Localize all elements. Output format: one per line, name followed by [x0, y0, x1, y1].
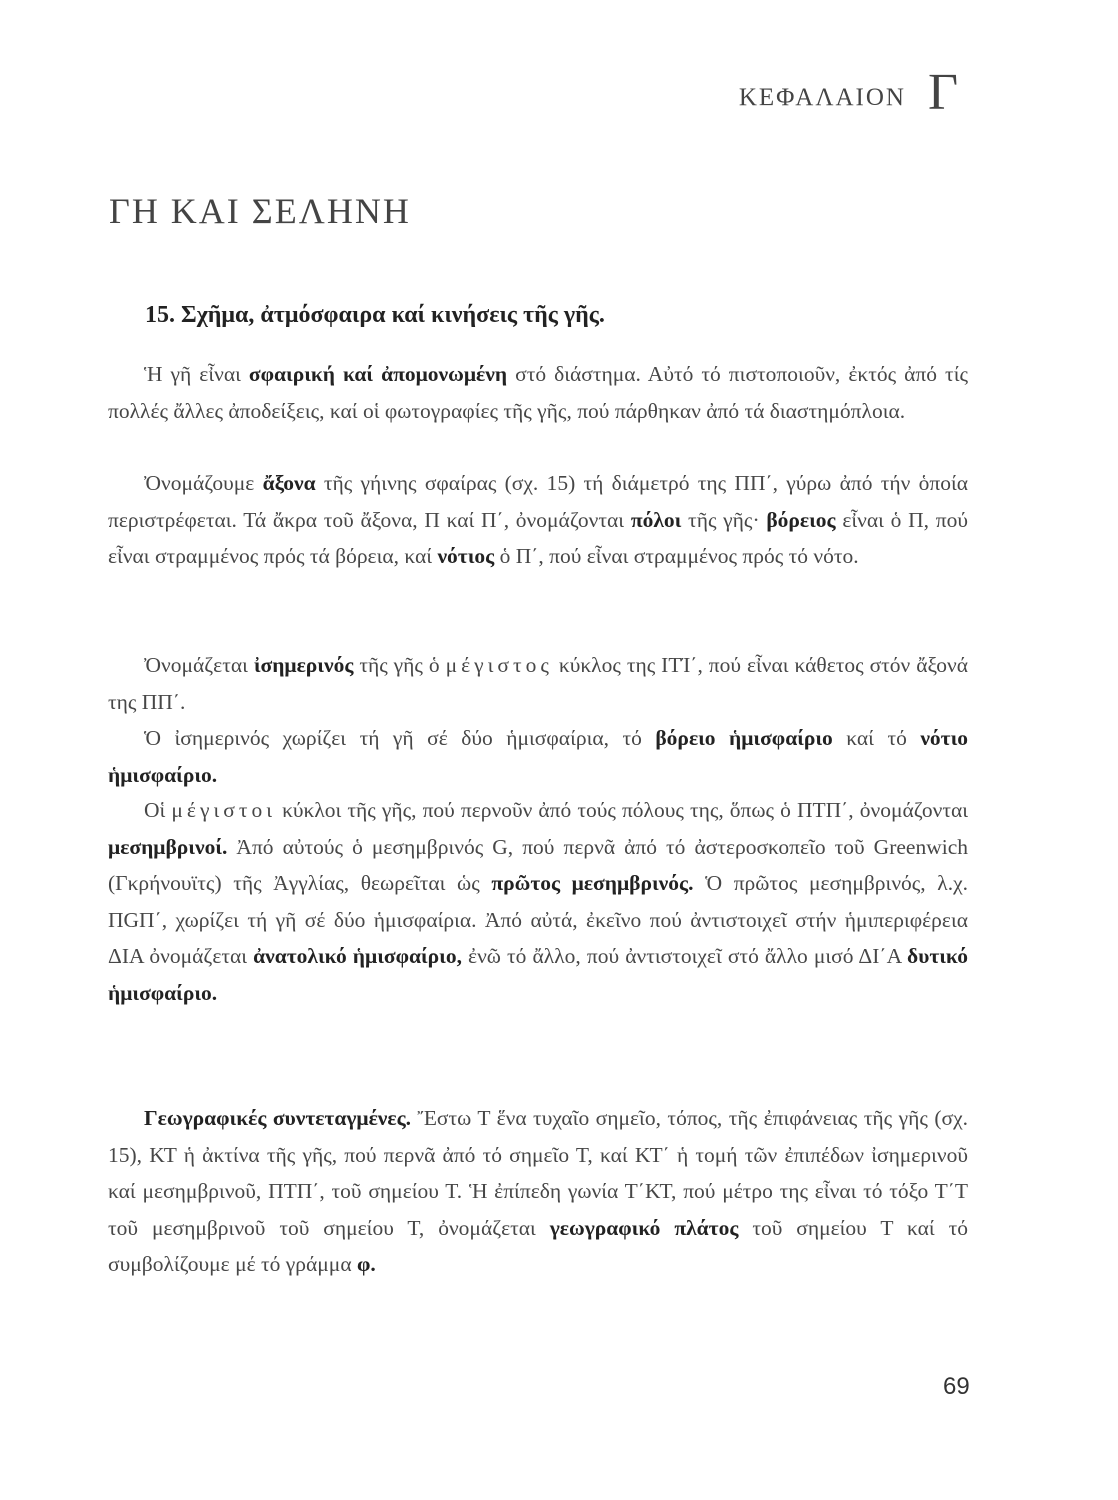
- chapter-header: [738, 64, 958, 121]
- text-run: τῆς γῆς·: [681, 507, 767, 532]
- page-number: 69: [943, 1373, 970, 1400]
- text-run: καί τό: [832, 726, 921, 750]
- bold-term: Γεωγραφικές συντεταγμένες.: [144, 1106, 412, 1130]
- bold-term: πρῶτος μεσημβρινός.: [491, 871, 694, 895]
- spaced-term: μέγιστοι: [171, 798, 276, 822]
- paragraph-coordinates: [108, 1100, 968, 1283]
- paragraph-equator: [108, 647, 968, 720]
- text-run: Ὁ πρῶτος μεσημβρινός, λ.χ. ΠGΠ΄, χωρίζει τή γῆ σέ δύο ἡμισφαίρια. Ἀπό αὐτά, ἐκεῖνο πού ἀντιστοιχεῖ στήν ἡμιπεριφέρεια ΔΙΑ ὀνομάζεται: [108, 871, 969, 968]
- paragraph-meridians: [108, 792, 968, 1011]
- paragraph-hemispheres: [108, 720, 968, 793]
- text-run: Ὀνομάζουμε: [144, 471, 263, 495]
- bold-term: πόλοι: [630, 507, 682, 532]
- chapter-title: ΓΗ ΚΑΙ ΣΕΛΗΝΗ: [109, 191, 411, 231]
- bold-term: μεσημβρινοί.: [108, 834, 228, 859]
- chapter-label: ΚΕΦΑΛΑΙΟΝ: [738, 83, 906, 111]
- section-title: Σχῆμα, ἀτμόσφαιρα καί κινήσεις τῆς γῆς.: [181, 302, 605, 328]
- bold-term: βόρειος: [766, 507, 836, 532]
- text-run: Ὀνομάζεται: [144, 653, 254, 677]
- text-run: κύκλοι τῆς γῆς, πού περνοῦν ἀπό τούς πόλους της, ὅπως ὁ ΠΤΠ΄, ὀνομάζονται: [276, 798, 969, 822]
- spaced-term: μέγιστος: [445, 653, 553, 677]
- bold-term: ἰσημερινός: [253, 653, 354, 677]
- text-run: ἐνῶ τό ἄλλο, πού ἀντιστοιχεῖ στό ἄλλο μισό ΔΙ΄Α: [461, 944, 908, 968]
- text-run: στό διάστημα. Αὐτό τό πιστοποιοῦν, ἐκτός ἀπό τίς πολλές ἄλλες ἀποδείξεις, καί οἱ φωτογραφίες τῆς γῆς, πού πάρθηκαν ἀπό τά διαστημόπλοια.: [108, 362, 968, 423]
- bold-term: νότιος: [437, 544, 495, 568]
- bold-term: σφαιρική καί ἀπομονωμένη: [248, 362, 508, 386]
- bold-term: νότιο ἡμισφαίριο.: [108, 726, 969, 787]
- section-number: 15.: [145, 302, 175, 328]
- chapter-letter: Γ: [927, 64, 958, 121]
- bold-term: φ.: [356, 1252, 376, 1276]
- text-run: Οἱ: [144, 798, 172, 822]
- text-run: Ἀπό αὐτούς ὁ μεσημβρινός G, πού περνᾶ ἀπό τό ἀστεροσκοπεῖο τοῦ Greenwich (Γκρήνουϊτς) τῆς Ἀγγλίας, θεωρεῖται ὡς: [108, 834, 968, 895]
- text-run: ὁ Π΄, πού εἶναι στραμμένος πρός τό νότο.: [494, 544, 859, 568]
- text-run: τῆς γῆς ὁ: [353, 653, 446, 677]
- text-run: εἶναι ὁ Π, πού εἶναι στραμμένος πρός τά βόρεια, καί: [108, 507, 968, 568]
- bold-term: γεωγραφικό πλάτος: [549, 1215, 739, 1240]
- text-run: τῆς γήινης σφαίρας (σχ. 15) τή διάμετρό της ΠΠ΄, γύρω ἀπό τήν ὁποία περιστρέφεται. Τά ἄκρα τοῦ ἄξονα, Π καί Π΄, ὀνομάζονται: [108, 471, 968, 532]
- text-run: κύκλος της ΙΤΊ΄, πού εἶναι κάθετος στόν ἄξονά της ΠΠ΄.: [108, 653, 969, 714]
- bold-term: δυτικό ἡμισφαίριο.: [108, 944, 968, 1005]
- text-run: Ὁ ἰσημερινός χωρίζει τή γῆ σέ δύο ἡμισφαίρια, τό: [144, 726, 656, 750]
- bold-term: βόρειο ἡμισφαίριο: [655, 726, 833, 750]
- text-run: τοῦ σημείου Τ καί τό συμβολίζουμε μέ τό γράμμα: [108, 1215, 968, 1276]
- text-run: Ἡ γῆ εἶναι: [144, 362, 249, 386]
- paragraph-axis: [108, 465, 968, 575]
- paragraph-sphere: [108, 356, 968, 429]
- section-heading: [145, 302, 605, 329]
- bold-term: ἀνατολικό ἡμισφαίριο,: [253, 944, 462, 968]
- text-run: Ἔστω Τ ἕνα τυχαῖο σημεῖο, τόπος, τῆς ἐπιφάνειας τῆς γῆς (σχ. 15), ΚΤ ἡ ἀκτίνα τῆς γῆς, πού περνᾶ ἀπό τό σημεῖο Τ, καί ΚΤ΄ ἡ τομή τῶν ἐπιπέδων ἰσημερινοῦ καί μεσημβρινοῦ, ΠΤΠ΄, τοῦ σημείου Τ. Ἡ ἐπίπεδη γωνία Τ΄ΚΤ, πού μέτρο της εἶναι τό τόξο Τ΄Τ τοῦ μεσημβρινοῦ τοῦ σημείου Τ, ὀνομάζεται: [108, 1106, 968, 1240]
- bold-term: ἄξονα: [262, 471, 316, 495]
